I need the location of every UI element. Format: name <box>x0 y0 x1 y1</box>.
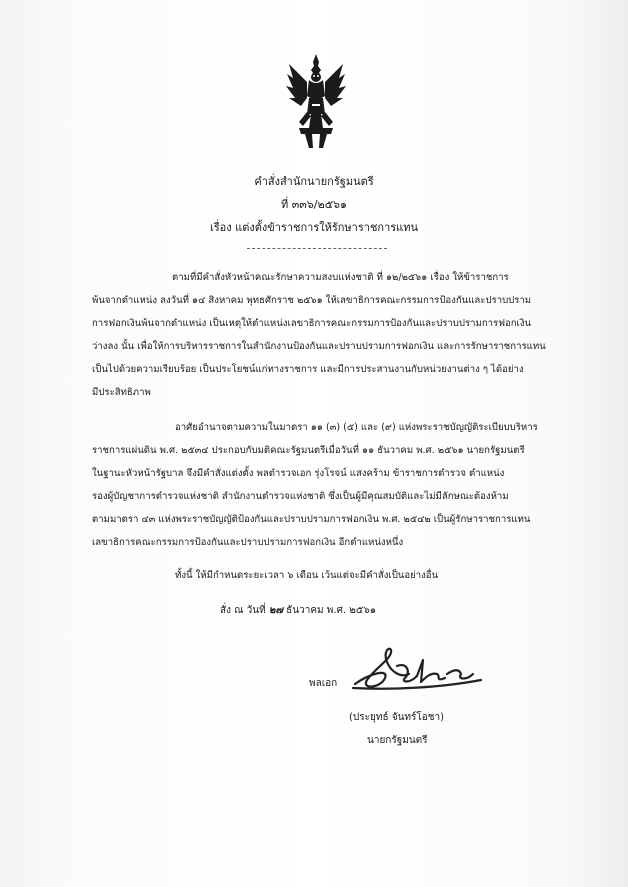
order-title: คำสั่งสำนักนายกรัฐมนตรี <box>254 175 374 188</box>
title-divider <box>247 248 387 249</box>
body-line: ในฐานะหัวหน้ารัฐบาล จึงมีคำสั่งแต่งตั้ง พลตำรวจเอก รุ่งโรจน์ แสงคร้าม ข้าราชการตำรวจ ตำแหน่ง <box>92 468 505 479</box>
garuda-emblem-icon <box>285 52 347 152</box>
date-prefix: สั่ง ณ วันที่ <box>220 605 266 616</box>
duration-line: ทั้งนี้ ให้มีกำหนดระยะเวลา ๖ เดือน เว้นแต่จะมีคำสั่งเป็นอย่างอื่น <box>175 570 439 581</box>
date-day: ๒๗ <box>268 605 283 616</box>
body-line: การฟอกเงินพ้นจากตำแหน่ง เป็นเหตุให้ตำแหน่งเลขาธิการคณะกรรมการป้องกันและปราบปรามการฟอกเงิน <box>92 318 532 329</box>
body-line: ตามมาตรา ๔๓ แห่งพระราชบัญญัติป้องกันและปราบปรามการฟอกเงิน พ.ศ. ๒๕๔๒ เป็นผู้รักษาราชการแทน <box>92 514 531 525</box>
issue-date <box>220 603 376 618</box>
handwritten-signature <box>349 644 489 696</box>
body-line: มีประสิทธิภาพ <box>92 387 151 398</box>
signer-rank: พลเอก <box>309 678 338 689</box>
order-subject: เรื่อง แต่งตั้งข้าราชการให้รักษาราชการแทน <box>209 221 419 234</box>
body-line: อาศัยอำนาจตามความในมาตรา ๑๑ (๓) (๕) และ (๙) แห่งพระราชบัญญัติระเบียบบริหาร <box>175 422 538 433</box>
body-line: พ้นจากตำแหน่ง ลงวันที่ ๑๔ สิงหาคม พุทธศักราช ๒๕๖๑ ให้เลขาธิการคณะกรรมการป้องกันและปราบปราม <box>92 295 532 306</box>
body-line: เลขาธิการคณะกรรมการป้องกันและปราบปรามการฟอกเงิน อีกตำแหน่งหนึ่ง <box>92 537 404 548</box>
date-rest: ธันวาคม พ.ศ. ๒๕๖๑ <box>286 605 377 616</box>
body-line: ตามที่มีคำสั่งหัวหน้าคณะรักษาความสงบแห่งชาติ ที่ ๑๒/๒๕๖๑ เรื่อง ให้ข้าราชการ <box>172 272 509 283</box>
body-line: ราชการแผ่นดิน พ.ศ. ๒๕๓๔ ประกอบกับมติคณะรัฐมนตรีเมื่อวันที่ ๑๑ ธันวาคม พ.ศ. ๒๕๖๑ นายกรัฐมนตรี <box>92 445 525 456</box>
body-line: รองผู้บัญชาการตำรวจแห่งชาติ สำนักงานตำรวจแห่งชาติ ซึ่งเป็นผู้มีคุณสมบัติและไม่มีลักษณะต้องห้าม <box>92 491 509 502</box>
order-number: ที่ ๓๓๖/๒๕๖๑ <box>280 198 348 211</box>
signer-position: นายกรัฐมนตรี <box>367 735 428 746</box>
signer-name: (ประยุทธ์ จันทร์โอชา) <box>349 712 445 723</box>
body-line: เป็นไปด้วยความเรียบร้อย เป็นประโยชน์แก่ทางราชการ และมีการประสานงานกับหน่วยงานต่าง ๆ ได้อย่าง <box>92 364 524 375</box>
body-line: ว่างลง นั้น เพื่อให้การบริหารราชการในสำนักงานป้องกันและปราบปรามการฟอกเงิน และการรักษาราชการแทน <box>92 341 546 352</box>
